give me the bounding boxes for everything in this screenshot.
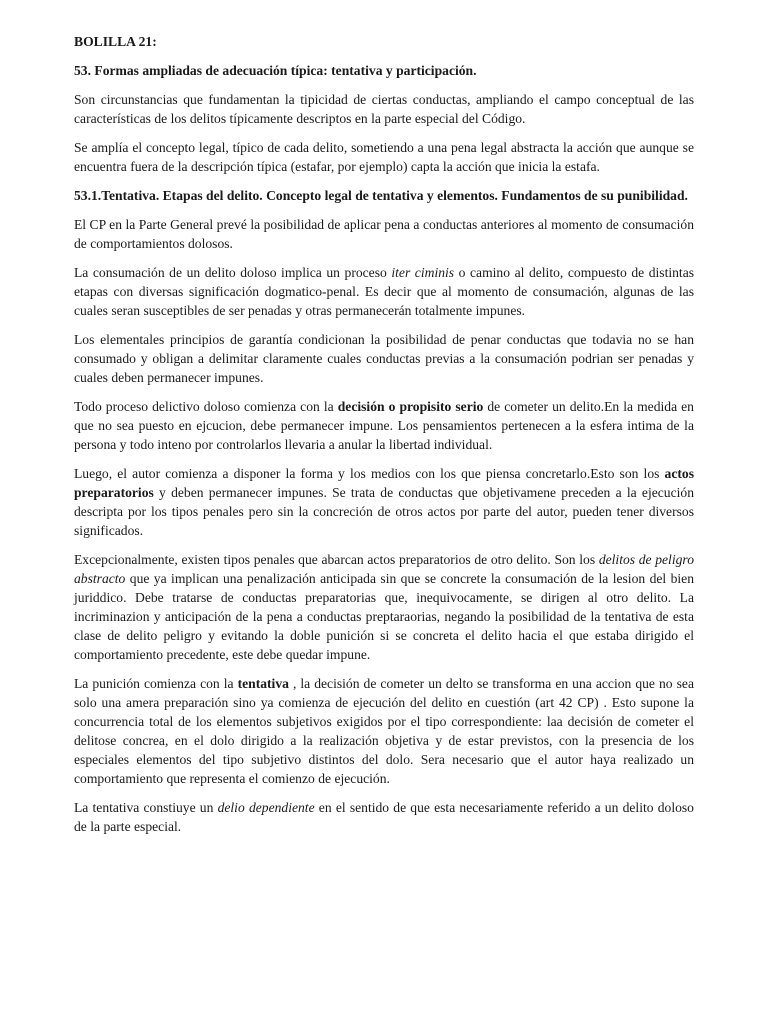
section-53-heading: 53. Formas ampliadas de adecuación típica: tentativa y participación.	[74, 63, 477, 78]
paragraph-9-text-c: , la decisión de cometer un delto se transforma en una accion que no sea solo una amera preparación sino ya comienza de ejecución del delito en cuestión (art 42 CP) . Esto supone la concurrencia total de los elementos subjetivos exigidos por el tipo correspondiente: laa decisión de cometer el delitose concrea, en el dolo dirigido a la realización objetiva y de estar previstos, con la presencia de los especiales elementos del tipo subjetivo distintos del dolo. Sera necesario que el autor haya realizado un comportamiento que representa el comienzo de ejecución.	[74, 676, 694, 786]
paragraph-2: Se amplía el concepto legal, típico de cada delito, sometiendo a una pena legal abstracta la acción que aunque se encuentra fuera de la descripción típica (estafar, por ejemplo) capta la acción que inicia la estafa.	[74, 140, 694, 174]
section-53-1-heading: 53.1.Tentativa. Etapas del delito. Concepto legal de tentativa y elementos. Fundamentos de su punibilidad.	[74, 188, 688, 203]
paragraph-4-text-a: La consumación de un delito doloso implica un proceso	[74, 265, 392, 280]
paragraph-9	[74, 674, 694, 788]
paragraph-4	[74, 263, 694, 320]
term-iter-criminis: iter ciminis	[391, 265, 455, 280]
paragraph-7	[74, 464, 694, 540]
term-decision: decisión o propisito serio	[337, 399, 484, 414]
document-title: BOLILLA 21:	[74, 34, 157, 49]
term-delitos-peligro-abstracto: delitos de peligro abstracto	[74, 552, 694, 586]
term-delio-dependiente: delio dependiente	[217, 800, 315, 815]
paragraph-10-text-c: en el sentido de que esta necesariamente referido a un delito doloso de la parte especial.	[74, 800, 694, 834]
paragraph-6	[74, 397, 694, 454]
paragraph-7-text-a: Luego, el autor comienza a disponer la forma y los medios con los que piensa concretarlo.Esto son los	[74, 466, 665, 481]
paragraph-3: El CP en la Parte General prevé la posibilidad de aplicar pena a conductas anteriores al momento de consumación de comportamientos dolosos.	[74, 217, 694, 251]
paragraph-8	[74, 550, 694, 664]
paragraph-7-text-c: y deben permanecer impunes. Se trata de conductas que objetivamene preceden a la ejecución descripta por los tipos penales pero sin la concreción de otros actos por parte del autor, pueden tener diversos significados.	[74, 485, 694, 538]
paragraph-6-text-c: de cometer un delito.En la medida en que no sea puesto en ejcucion, debe permanecer impune. Los pensamientos pertenecen a la esfera intima de la persona y todo inteno por controlarlos llevaria a anular la libertad individual.	[74, 399, 694, 452]
paragraph-10-text-a: La tentativa constiuye un	[74, 800, 218, 815]
paragraph-6-text-a: Todo proceso delictivo doloso comienza con la	[74, 399, 338, 414]
paragraph-10	[74, 798, 694, 836]
paragraph-1: Son circunstancias que fundamentan la tipicidad de ciertas conductas, ampliando el campo conceptual de las características de los delitos típicamente descriptos en la parte especial del Código.	[74, 92, 694, 126]
paragraph-8-text-a: Excepcionalmente, existen tipos penales que abarcan actos preparatorios de otro delito. Son los	[74, 552, 599, 567]
paragraph-5: Los elementales principios de garantía condicionan la posibilidad de penar conductas que todavia no se han consumado y obligan a delimitar claramente cuales conductas previas a la consumación podrian ser penadas y cuales deben permanecer impunes.	[74, 332, 694, 385]
term-tentativa: tentativa	[237, 676, 289, 691]
paragraph-4-text-c: o camino al delito, compuesto de distintas etapas con diversas significación dogmatico-penal. Es decir que al momento de consumación, algunas de las cuales seran susceptibles de ser penadas y otras permanecerán totalmente impunes.	[74, 265, 695, 318]
term-actos-preparatorios: actos preparatorios	[74, 466, 694, 500]
paragraph-8-text-c: que ya implican una penalización anticipada sin que se concrete la consumación de la lesion del bien juriddico. Debe tratarse de conductas preparatorias que, inequivocamente, se dirigen al otro delito. La incriminazion y anticipación de la pena a conductas preptaraorias, negando la posibilidad de la tentativa de esta clase de delito peligro y evitando la doble punición si se concreta el delito hacia el que estaba dirigido el comportamiento precedente, este debe quedar impune.	[74, 571, 694, 662]
paragraph-9-text-a: La punición comienza con la	[74, 676, 238, 691]
